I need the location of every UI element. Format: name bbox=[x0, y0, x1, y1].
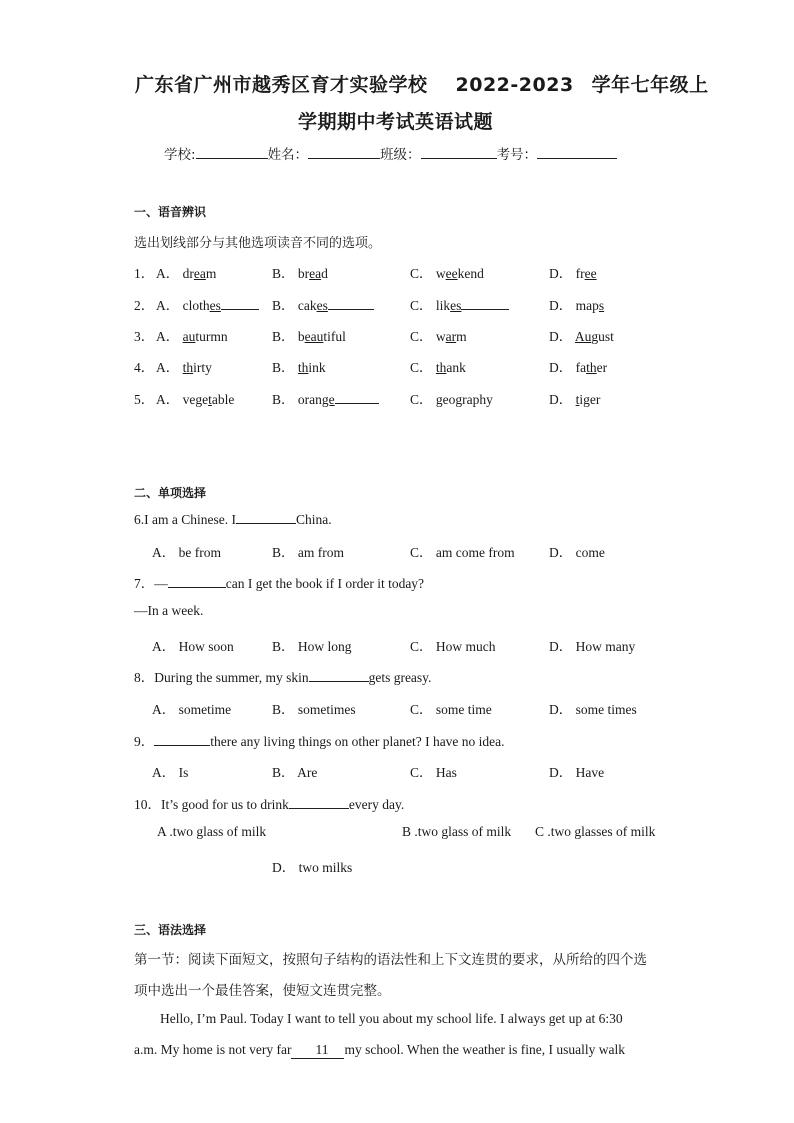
option-letter: D． bbox=[549, 298, 573, 313]
option-underlined-part: th bbox=[586, 360, 597, 375]
q2-option-c[interactable] bbox=[410, 294, 509, 314]
option-underlined-part: g bbox=[435, 392, 443, 407]
option-underlined-part: th bbox=[297, 360, 309, 375]
option-trailing-underline bbox=[328, 296, 374, 310]
q8-option-b[interactable]: B． sometimes bbox=[272, 702, 356, 717]
option-word-post: iger bbox=[579, 392, 601, 407]
blank-11[interactable]: 11 bbox=[291, 1042, 344, 1059]
q8-option-c[interactable]: C． some time bbox=[410, 702, 492, 717]
q5-option-b[interactable] bbox=[272, 388, 379, 408]
option-letter: C． bbox=[410, 392, 433, 407]
q4-number: 4． bbox=[134, 360, 155, 375]
q1-number: 1． bbox=[134, 266, 155, 281]
option-underlined-part: ee bbox=[445, 266, 458, 281]
option-word-pre: fr bbox=[575, 266, 585, 281]
option-letter: A． bbox=[156, 298, 180, 313]
option-underlined-part: ee bbox=[584, 266, 597, 281]
option-underlined-part: t bbox=[208, 392, 212, 407]
q9-option-c[interactable]: C． Has bbox=[410, 765, 457, 780]
option-word-pre: lik bbox=[435, 298, 451, 313]
option-word-post: m bbox=[456, 329, 467, 344]
option-underlined-part: ea bbox=[309, 266, 322, 281]
option-letter: D． bbox=[549, 392, 573, 407]
option-word-post: able bbox=[211, 392, 235, 407]
q1-option-d[interactable] bbox=[549, 262, 597, 282]
q8-blank[interactable] bbox=[309, 668, 369, 682]
option-letter: B． bbox=[272, 360, 295, 375]
q8-option-a[interactable]: A． sometime bbox=[152, 702, 232, 717]
option-word-pre: vege bbox=[182, 392, 209, 407]
option-underlined-part: Au bbox=[574, 329, 592, 344]
q9-option-b[interactable]: B． Are bbox=[272, 765, 318, 780]
option-word-pre: b bbox=[297, 329, 305, 344]
option-underlined-part: ea bbox=[193, 266, 206, 281]
q9-option-a[interactable]: A． Is bbox=[152, 765, 189, 780]
section2-heading: 二、单项选择 bbox=[134, 486, 207, 500]
q6-option-a[interactable]: A． be from bbox=[152, 545, 221, 560]
q7-stem: 7．— can I get the book if I order it today? bbox=[134, 576, 425, 591]
option-underlined-part: es bbox=[209, 298, 221, 313]
option-letter: B． bbox=[272, 266, 295, 281]
option-letter: C． bbox=[410, 329, 433, 344]
q4-option-a[interactable] bbox=[156, 356, 212, 376]
option-letter: C． bbox=[410, 360, 433, 375]
q2-number: 2． bbox=[134, 298, 155, 313]
q3-option-d[interactable] bbox=[549, 325, 614, 345]
option-underlined-part: ge bbox=[321, 392, 335, 407]
option-letter: C． bbox=[410, 266, 433, 281]
number-label: 考号： bbox=[496, 147, 538, 163]
option-underlined-part: au bbox=[182, 329, 196, 344]
q9-blank[interactable] bbox=[154, 732, 210, 746]
option-letter: D． bbox=[549, 266, 573, 281]
option-letter: A． bbox=[156, 266, 180, 281]
q5-number: 5． bbox=[134, 392, 155, 407]
q5-option-d[interactable] bbox=[549, 388, 600, 408]
section1-instruction: 选出划线部分与其他选项读音不同的选项。 bbox=[134, 236, 382, 251]
class-label: 班级： bbox=[380, 147, 421, 163]
option-word-pre: w bbox=[435, 266, 446, 281]
option-underlined-part: th bbox=[182, 360, 194, 375]
q8-stem: 8．During the summer, my skin gets greasy. bbox=[134, 670, 432, 685]
title-part2: 学年七年级上 bbox=[591, 74, 709, 96]
q7-option-b[interactable]: B． How long bbox=[272, 639, 352, 654]
class-field[interactable] bbox=[421, 145, 497, 159]
q10-option-a[interactable]: A .two glass of milk bbox=[157, 824, 267, 839]
option-word-pre: map bbox=[575, 298, 599, 313]
option-word-pre: fa bbox=[575, 360, 587, 375]
passage-line1: Hello, I’m Paul. Today I want to tell you about my school life. I always get up at 6:30 bbox=[160, 1011, 623, 1026]
q6-stem: 6.I am a Chinese. I China. bbox=[134, 512, 332, 527]
option-underlined-part: th bbox=[435, 360, 447, 375]
q3-option-a[interactable] bbox=[156, 325, 228, 345]
q6-blank[interactable] bbox=[236, 510, 296, 524]
q7-option-a[interactable]: A． How soon bbox=[152, 639, 234, 654]
q1-option-b[interactable] bbox=[272, 262, 328, 282]
q10-option-c[interactable]: C .two glasses of milk bbox=[535, 824, 656, 839]
page-title-line2: 学期期中考试英语试题 bbox=[298, 111, 494, 133]
page-title-line1 bbox=[135, 70, 709, 97]
option-letter: B． bbox=[272, 298, 295, 313]
q6-option-b[interactable]: B． am from bbox=[272, 545, 345, 560]
option-word-post: tiful bbox=[323, 329, 346, 344]
q8-option-d[interactable]: D． some times bbox=[549, 702, 637, 717]
q2-option-b[interactable] bbox=[272, 294, 374, 314]
option-letter: C． bbox=[410, 298, 433, 313]
option-letter: D． bbox=[549, 360, 573, 375]
option-word-pre: cloth bbox=[182, 298, 210, 313]
option-underlined-part: es bbox=[450, 298, 462, 313]
q6-option-d[interactable]: D． come bbox=[549, 545, 605, 560]
option-underlined-part: t bbox=[575, 392, 580, 407]
student-info-line bbox=[164, 143, 617, 163]
q5-option-a[interactable] bbox=[156, 388, 234, 408]
title-part1: 广东省广州市越秀区育才实验学校 bbox=[135, 74, 428, 96]
option-word-post: turmn bbox=[195, 329, 228, 344]
q7-blank[interactable] bbox=[168, 574, 226, 588]
option-letter: A． bbox=[156, 392, 180, 407]
q10-stem: 10．It’s good for us to drink every day. bbox=[134, 797, 405, 812]
section3-instruction-line2: 项中选出一个最佳答案，使短文连贯完整。 bbox=[134, 983, 391, 999]
option-trailing-underline bbox=[461, 296, 509, 310]
option-letter: B． bbox=[272, 392, 295, 407]
title-year: 2022-2023 bbox=[455, 74, 574, 96]
name-field[interactable] bbox=[308, 145, 380, 159]
q6-option-c[interactable]: C． am come from bbox=[410, 545, 515, 560]
option-word-pre: dr bbox=[182, 266, 194, 281]
q10-option-d[interactable]: D． two milks bbox=[272, 860, 353, 875]
passage-line2: a.m. My home is not very far 11 my school. When the weather is fine, I usually walk bbox=[134, 1042, 626, 1057]
option-underlined-part: ar bbox=[445, 329, 457, 344]
option-letter: A． bbox=[156, 329, 180, 344]
q2-option-d[interactable] bbox=[549, 294, 604, 314]
option-underlined-part: es bbox=[316, 298, 328, 313]
section3-heading: 三、语法选择 bbox=[134, 923, 207, 937]
q3-option-c[interactable] bbox=[410, 325, 467, 345]
q10-blank[interactable] bbox=[289, 795, 349, 809]
option-word-post: d bbox=[321, 266, 328, 281]
option-word-post: m bbox=[205, 266, 217, 281]
option-letter: D． bbox=[549, 329, 573, 344]
option-word-post: irty bbox=[193, 360, 212, 375]
option-word-post: ink bbox=[308, 360, 326, 375]
option-word-post: eography bbox=[442, 392, 493, 407]
school-field[interactable] bbox=[196, 145, 268, 159]
q9-stem: 9． there any living things on other planet? I have no idea. bbox=[134, 734, 505, 749]
q3-option-b[interactable] bbox=[272, 325, 346, 345]
section1-heading: 一、语音辨识 bbox=[134, 205, 207, 219]
q4-option-c[interactable] bbox=[410, 356, 466, 376]
option-word-pre: w bbox=[435, 329, 446, 344]
q2-option-a[interactable] bbox=[156, 294, 259, 314]
number-field[interactable] bbox=[537, 145, 617, 159]
option-word-post: ank bbox=[446, 360, 466, 375]
option-letter: A． bbox=[156, 360, 180, 375]
q7-option-c[interactable]: C． How much bbox=[410, 639, 496, 654]
q5-option-c[interactable] bbox=[410, 388, 493, 408]
q3-number: 3． bbox=[134, 329, 155, 344]
option-word-pre: br bbox=[297, 266, 310, 281]
q1-option-a[interactable] bbox=[156, 262, 216, 282]
option-word-post: er bbox=[596, 360, 608, 375]
section3-instruction-line1: 第一节：阅读下面短文，按照句子结构的语法性和上下文连贯的要求，从所给的四个选 bbox=[134, 952, 647, 968]
q1-option-c[interactable] bbox=[410, 262, 484, 282]
option-letter: B． bbox=[272, 329, 295, 344]
q4-option-d[interactable] bbox=[549, 356, 607, 376]
option-word-post: gust bbox=[591, 329, 614, 344]
option-word-pre: cak bbox=[297, 298, 317, 313]
option-trailing-underline bbox=[335, 390, 379, 404]
option-underlined-part: s bbox=[598, 298, 605, 313]
q4-option-b[interactable] bbox=[272, 356, 326, 376]
option-underlined-part: eau bbox=[304, 329, 324, 344]
q9-option-d[interactable]: D． Have bbox=[549, 765, 605, 780]
school-label: 学校: bbox=[164, 147, 196, 163]
name-label: 姓名： bbox=[267, 147, 309, 163]
q10-option-b[interactable]: B .two glass of milk bbox=[402, 824, 512, 839]
option-trailing-underline bbox=[221, 296, 259, 310]
q7-reply: —In a week. bbox=[134, 603, 204, 618]
option-word-pre: oran bbox=[297, 392, 322, 407]
option-word-post: kend bbox=[457, 266, 484, 281]
q7-option-d[interactable]: D． How many bbox=[549, 639, 636, 654]
